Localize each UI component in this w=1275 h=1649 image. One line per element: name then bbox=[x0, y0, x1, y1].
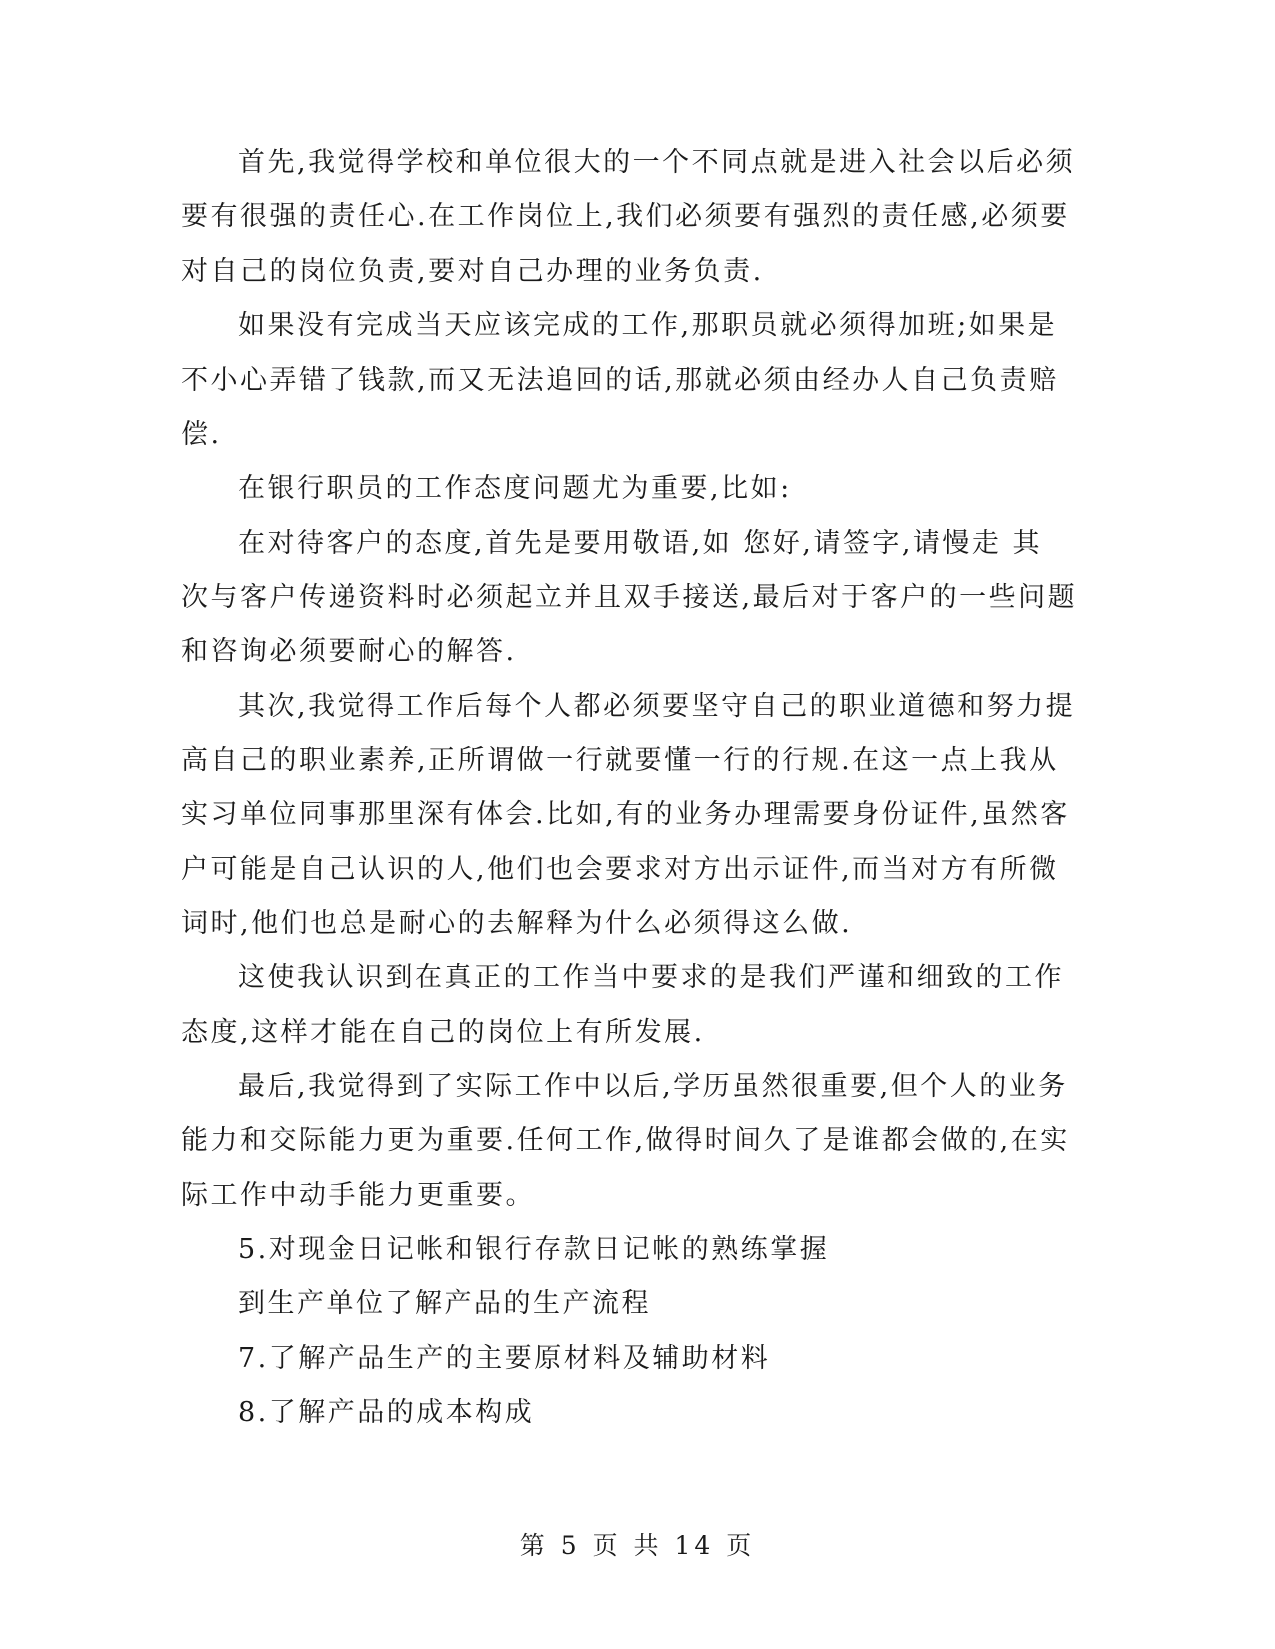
paragraph-5-line-3: 实习单位同事那里深有体会.比如,有的业务办理需要身份证件,虽然客 bbox=[181, 799, 1070, 830]
paragraph-5-line-4: 户可能是自己认识的人,他们也会要求对方出示证件,而当对方有所微 bbox=[181, 854, 1059, 885]
paragraph-6-line-2: 态度,这样才能在自己的岗位上有所发展. bbox=[181, 1017, 705, 1048]
paragraph-5-line-5: 词时,他们也总是耐心的去解释为什么必须得这么做. bbox=[181, 908, 853, 939]
paragraph-1-line-2: 要有很强的责任心.在工作岗位上,我们必须要有强烈的责任感,必须要 bbox=[181, 201, 1070, 232]
paragraph-2-line-3: 偿. bbox=[181, 419, 222, 450]
list-item-6: 到生产单位了解产品的生产流程 bbox=[238, 1288, 651, 1319]
paragraph-1-line-3: 对自己的岗位负责,要对自己办理的业务负责. bbox=[181, 256, 764, 287]
paragraph-7-line-1: 最后,我觉得到了实际工作中以后,学历虽然很重要,但个人的业务 bbox=[238, 1071, 1068, 1102]
paragraph-7-line-3: 际工作中动手能力更重要。 bbox=[181, 1180, 535, 1211]
list-item-5: 5.对现金日记帐和银行存款日记帐的熟练掌握 bbox=[238, 1234, 830, 1265]
paragraph-4-line-3: 和咨询必须要耐心的解答. bbox=[181, 636, 517, 667]
paragraph-1-line-1: 首先,我觉得学校和单位很大的一个不同点就是进入社会以后必须 bbox=[238, 147, 1076, 178]
paragraph-7-line-2: 能力和交际能力更为重要.任何工作,做得时间久了是谁都会做的,在实 bbox=[181, 1125, 1070, 1156]
paragraph-5-line-2: 高自己的职业素养,正所谓做一行就要懂一行的行规.在这一点上我从 bbox=[181, 745, 1059, 776]
list-item-7: 7.了解产品生产的主要原材料及辅助材料 bbox=[238, 1343, 771, 1374]
paragraph-2-line-2: 不小心弄错了钱款,而又无法追回的话,那就必须由经办人自己负责赔 bbox=[181, 365, 1059, 396]
paragraph-6-line-1: 这使我认识到在真正的工作当中要求的是我们严谨和细致的工作 bbox=[238, 962, 1064, 993]
paragraph-2-line-1: 如果没有完成当天应该完成的工作,那职员就必须得加班;如果是 bbox=[238, 310, 1058, 341]
paragraph-3-line-1: 在银行职员的工作态度问题尤为重要,比如: bbox=[238, 473, 792, 504]
paragraph-5-line-1: 其次,我觉得工作后每个人都必须要坚守自己的职业道德和努力提 bbox=[238, 691, 1076, 722]
page-number-footer: 第 5 页 共 14 页 bbox=[519, 1531, 756, 1560]
paragraph-4-line-1: 在对待客户的态度,首先是要用敬语,如 您好,请签字,请慢走 其 bbox=[238, 528, 1042, 559]
list-item-8: 8.了解产品的成本构成 bbox=[238, 1397, 535, 1428]
paragraph-4-line-2: 次与客户传递资料时必须起立并且双手接送,最后对于客户的一些问题 bbox=[181, 582, 1078, 613]
